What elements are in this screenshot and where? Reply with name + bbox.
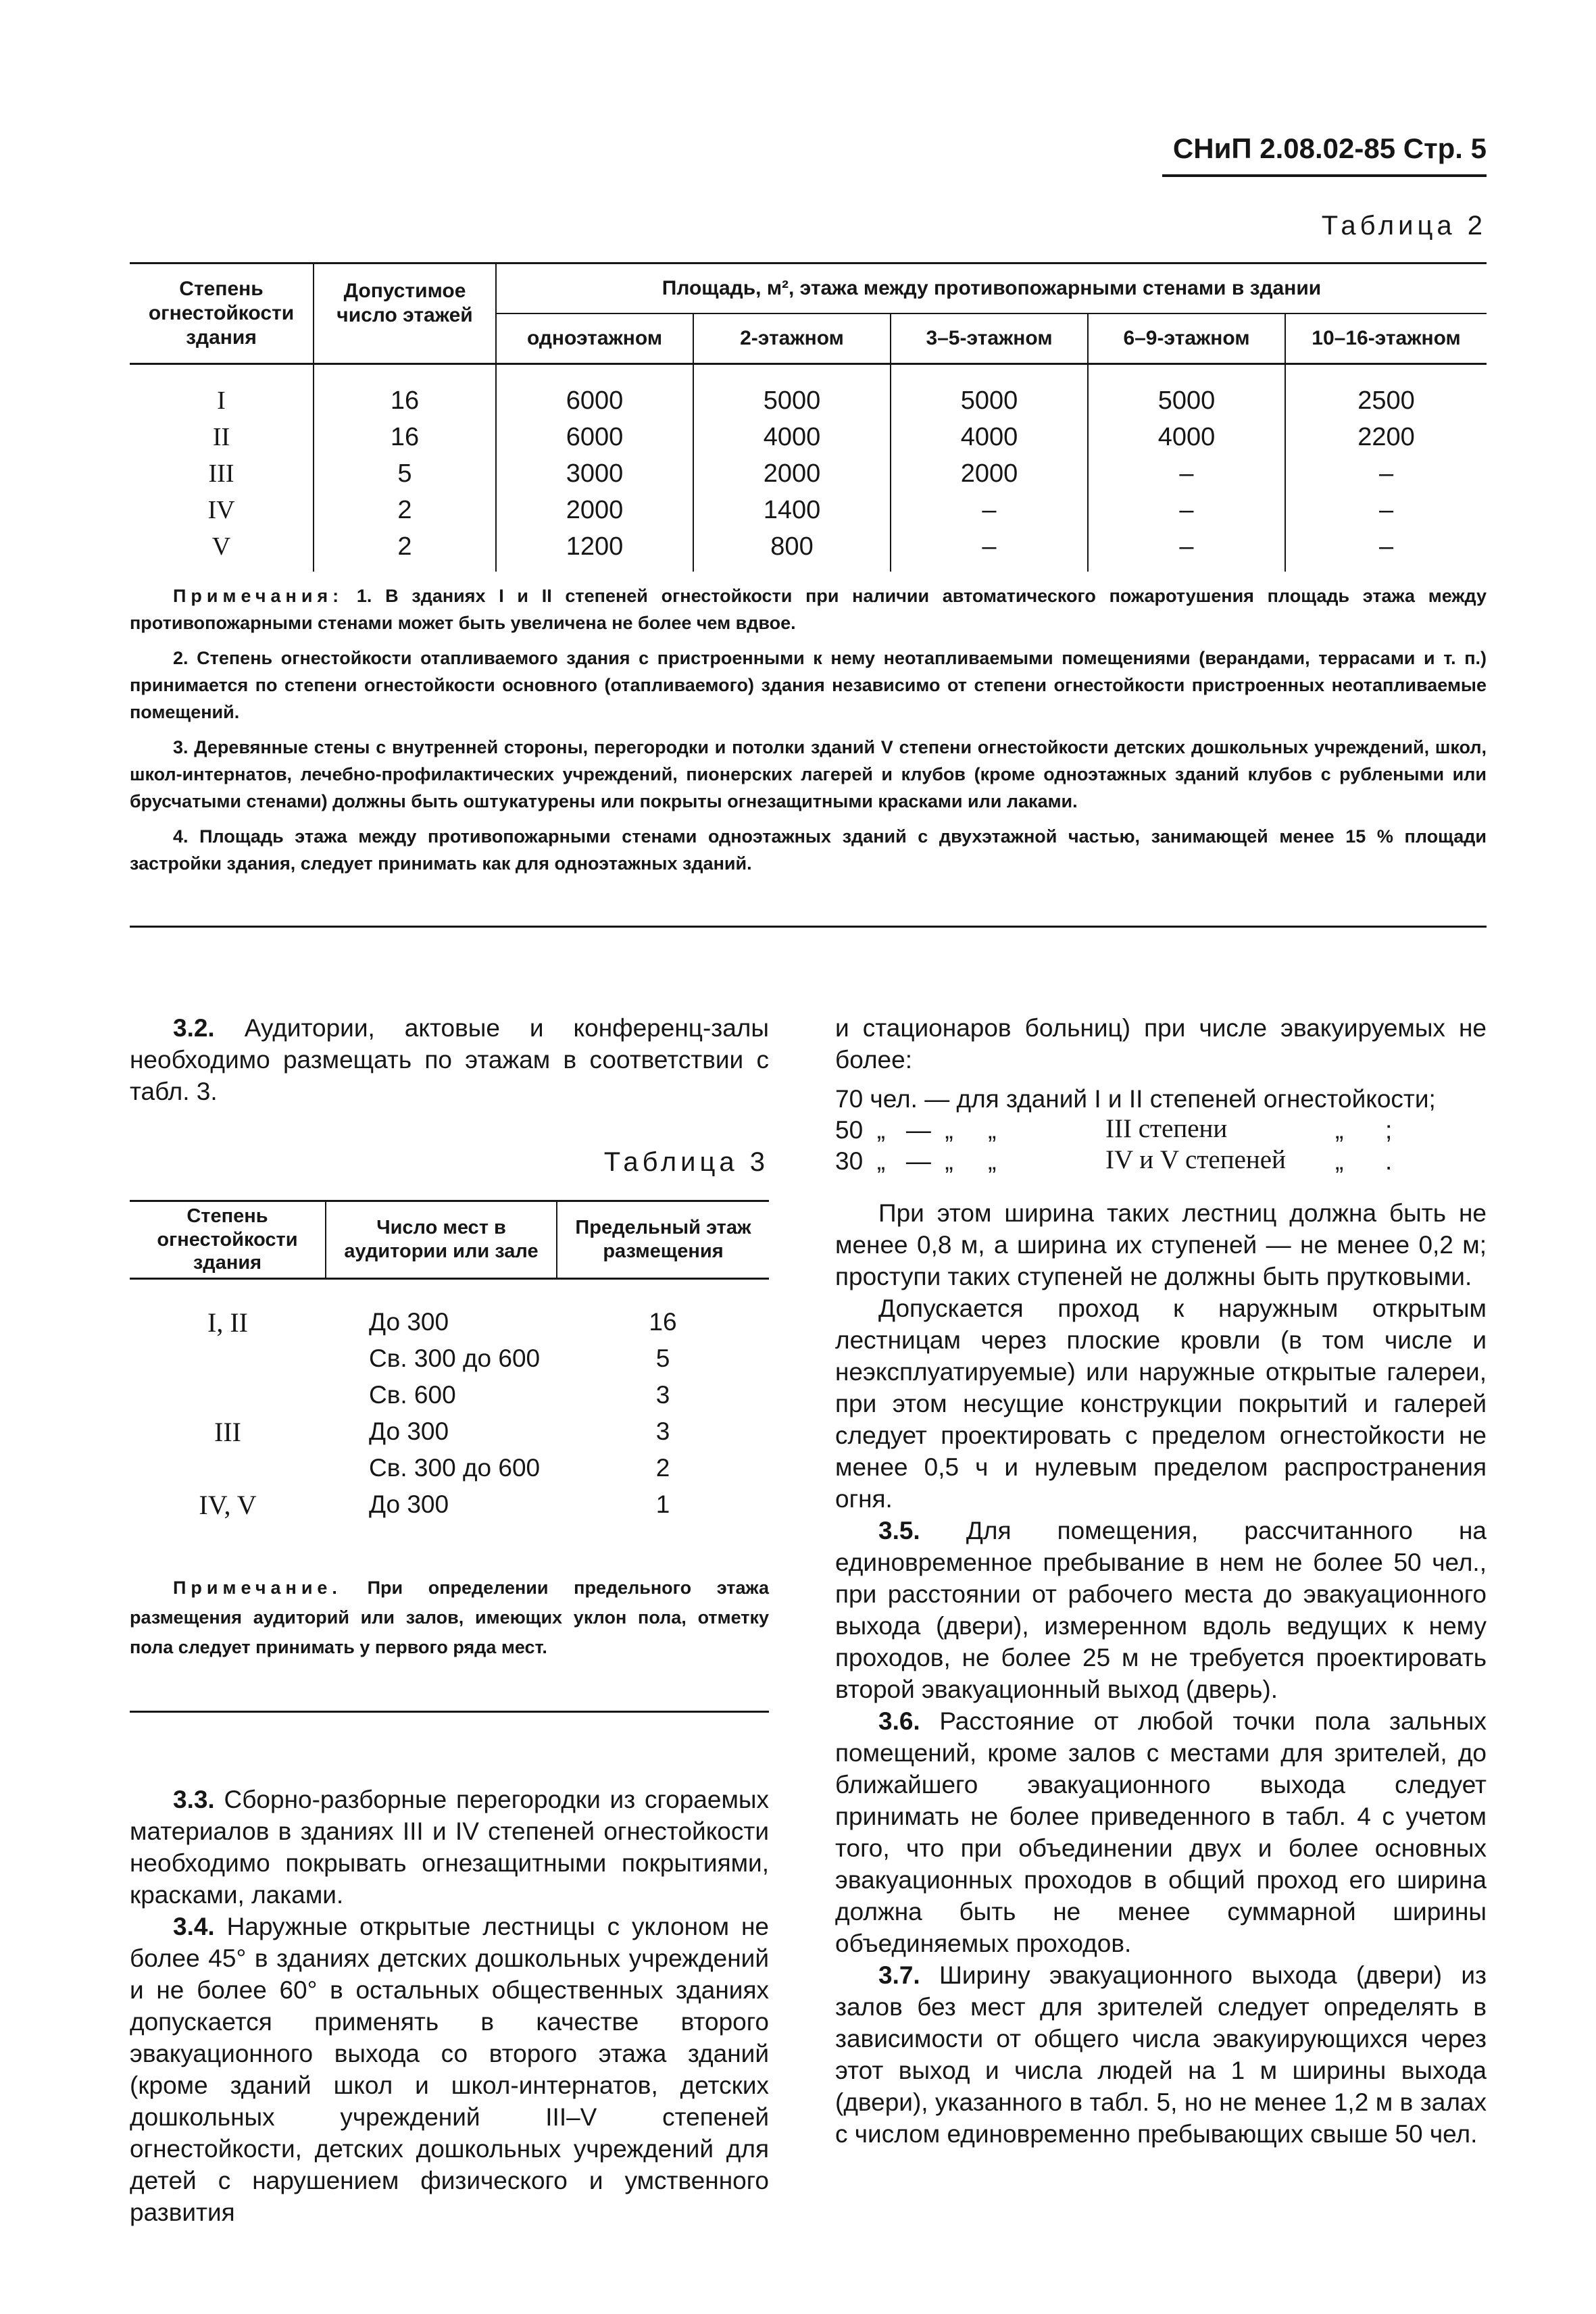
- table-row: IV, V До 300 1: [199, 1489, 670, 1520]
- right-column-top: [835, 1012, 1487, 1076]
- t3-col-floor-limit: Предельный этаж размещения: [557, 1201, 769, 1279]
- table-row: Св. 600 3: [369, 1381, 670, 1409]
- col-allowed-floors: Допустимое число этажей: [314, 263, 496, 364]
- para-stairs-width: При этом ширина таких лестниц должна быть не менее 0,8 м, а ширина их ступеней — не менее 0,2 м; проступи таких ступеней не должны быть прутковыми.: [835, 1199, 1487, 1290]
- para-continuation: и стационаров больниц) при числе эвакуируемых не более:: [835, 1014, 1487, 1074]
- page-header: СНиП 2.08.02-85 Стр. 5: [1162, 132, 1487, 177]
- table-row: Св. 300 до 600 2: [369, 1454, 670, 1482]
- note-3: 3. Деревянные стены с внутренней стороны, перегородки и потолки зданий V степени огнестойкости детских дошкольных учреждений, школ, школ-интернатов, лечебно-профилактических учреждений, пионерских лагерей и клубов (кроме одноэтажных зданий клубов с рублеными или брусчатыми стенами) должны быть оштукатурены или покрыты огнезащитными красками или лаками.: [130, 737, 1487, 811]
- para-3-6: 3.6. Расстояние от любой точки пола зальных помещений, кроме залов с местами для зрителей, до ближайшего эвакуационного выхода следует принимать не более приведенного в табл. 4 с учетом того, что при объединении двух и более основных эвакуационных проходов в общий проход его ширина должна быть не менее суммарной ширины объединяемых проходов.: [835, 1707, 1487, 1957]
- note-2: 2. Степень огнестойкости отапливаемого здания с пристроенными к нему неотапливаемыми помещениями (верандами, террасами и т. п.) принимается по степени огнестойкости основного (отапливаемого) здания независимо от степени огнестойкости пристроенных неотапливаемые помещений.: [130, 648, 1487, 722]
- subcol-2: 2-этажном: [693, 313, 891, 364]
- para-3-3-3-4: 3.3. Сборно-разборные перегородки из сгораемых материалов в зданиях III и IV степеней огнестойкости необходимо покрывать огнезащитными покрытиями, красками, лаками. 3.4. Наружные открытые лестницы с уклоном не более 45° в зданиях детских дошкольных учреждений и не более 60° в остальных общественных зданиях допускается применять в качестве второго эвакуационного выхода со второго этажа зданий (кроме зданий школ и школ-интернатов, детских дошкольных учреждений III–V степеней огнестойкости, детских дошкольных учреждений для детей с нарушением физического и умственного развития: [130, 1786, 769, 2226]
- para-3-2: 3.2. Аудитории, актовые и конференц-залы необходимо размещать по этажам в соответствии с табл. 3.: [130, 1014, 769, 1105]
- para-3-7: 3.7. Ширину эвакуационного выхода (двери) из залов без мест для зрителей следует определять в зависимости от общего числа эвакуирующихся через этот выход и числа людей на 1 м ширины выхода (двери), указанного в табл. 5, но не менее 1,2 м в залах с числом единовременно пребывающих свыше 50 чел.: [835, 1961, 1487, 2148]
- table-row: I, II До 300 16: [207, 1307, 677, 1338]
- col-fire-resistance-degree: Степень огнестойкости здания: [130, 263, 314, 364]
- notes-label: Примечания:: [173, 586, 344, 606]
- note-1: 1. В зданиях I и II степеней огнестойкости при наличии автоматического пожаротушения площадь этажа между противопожарными стенами может быть увеличена не более чем вдвое.: [130, 586, 1487, 633]
- subcol-4: 6–9-этажном: [1088, 313, 1285, 364]
- table2: [130, 262, 1487, 572]
- table-row: IV 2 2000 1400 – – –: [130, 492, 1487, 528]
- table-row: V 2 1200 800 – – –: [130, 528, 1487, 572]
- enumeration: 70 чел. — для зданий I и II степеней огнестойкости; 50 „ — „ „ III степени „ ; 30 „ — „ „ IV и V степеней „ .: [835, 1085, 1436, 1175]
- table-row: Св. 300 до 600 5: [369, 1344, 670, 1372]
- table-row: III До 300 3: [214, 1416, 670, 1447]
- para-roof-passage: Допускается проход к наружным открытым лестницам через плоские кровли (в том числе и неэксплуатируемые) или наружные открытые галереи, при этом несущие конструкции покрытий и галерей следует проектировать с пределом огнестойкости не менее 0,5 ч и нулевым пределом распространения огня.: [835, 1294, 1487, 1513]
- subcol-1: одноэтажном: [496, 313, 693, 364]
- table3-caption: Таблица 3: [603, 1147, 769, 1177]
- table2-caption: Таблица 2: [1321, 211, 1487, 241]
- col-floor-area: Площадь, м², этажа между противопожарными стенами в здании: [496, 263, 1487, 314]
- table3-note: Примечание. При определении предельного этажа размещения аудиторий или залов, имеющих уклон пола, отметку пола следует принимать у первого ряда мест.: [130, 1578, 769, 1657]
- subcol-3: 3–5-этажном: [891, 313, 1088, 364]
- t3-col-seats: Число мест в аудитории или зале: [326, 1201, 557, 1279]
- right-column-body: [835, 1197, 1487, 2150]
- table3: [130, 1200, 769, 1523]
- note-4: 4. Площадь этажа между противопожарными стенами одноэтажных зданий с двухэтажной частью, занимающей менее 15 % площади застройки здания, следует принимать как для одноэтажных зданий.: [130, 826, 1487, 874]
- subcol-5: 10–16-этажном: [1285, 313, 1487, 364]
- table2-notes: [130, 582, 1487, 877]
- divider: [130, 1711, 769, 1713]
- para-3-5: 3.5. Для помещения, рассчитанного на единовременное пребывание в нем не более 50 чел., при расстоянии от рабочего места до эвакуационного выхода (двери), измеренном вдоль ведущих к нему проходов, не более 25 м не требуется проектировать второй эвакуационный выход (дверь).: [835, 1517, 1487, 1703]
- table-row: II 16 6000 4000 4000 4000 2200: [130, 419, 1487, 455]
- divider: [130, 926, 1487, 928]
- t3-col-degree: Степень огнестойкости здания: [130, 1201, 326, 1279]
- table-row: I 16 6000 5000 5000 5000 2500: [130, 364, 1487, 420]
- table-row: III 5 3000 2000 2000 – –: [130, 455, 1487, 492]
